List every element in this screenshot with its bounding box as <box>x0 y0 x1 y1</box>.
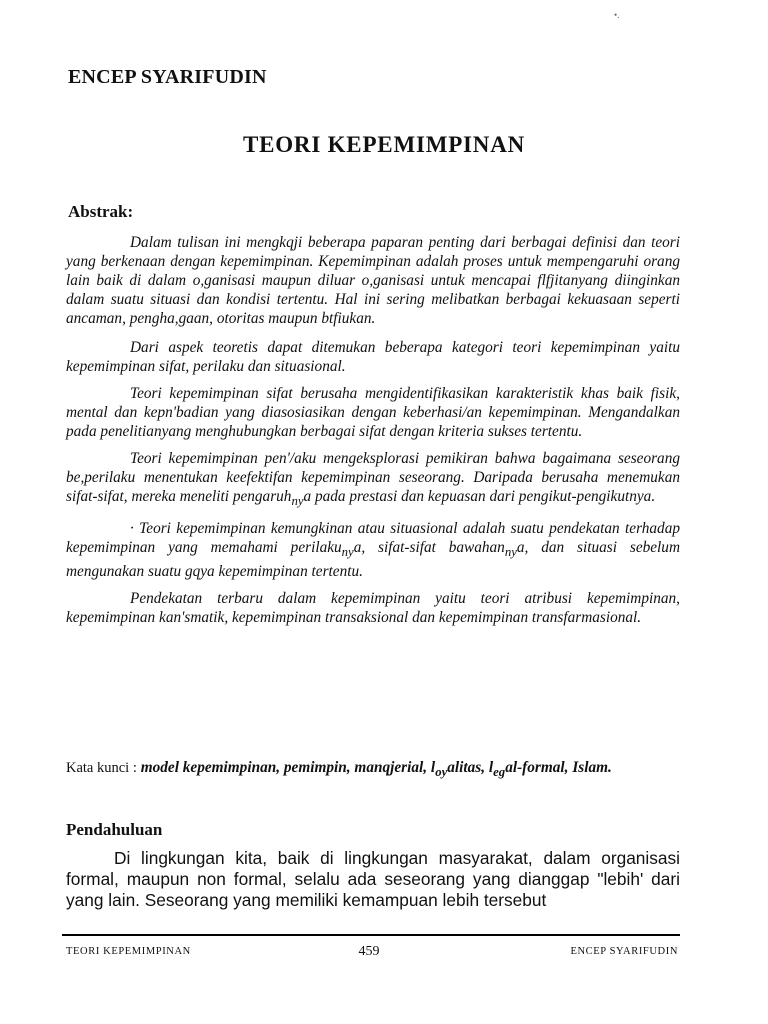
abstract-paragraph <box>66 519 680 581</box>
subscript: ny <box>291 494 304 509</box>
abstract-text: a <box>303 488 312 505</box>
footer-rule <box>62 934 680 936</box>
abstract-paragraph: Dalam tulisan ini mengkqji beberapa paparan penting dari berbagai definisi dan teori yang berkenaan dengan kepemimpinan. Kepemimpinan adalah proses untuk mempengaruhi orang lain baik di dalam o,ganisasi maupun diluar o,ganisasi untuk mencapai flfjitanyang diinginkan dalam suatu situasi dan kondisi tertentu. Hal ini sering melibatkan berbagai kekuasaan seperti ancaman, pengha,gaan, otoritas maupun btfiukan. <box>66 234 680 327</box>
section-heading: Pendahuluan <box>66 820 163 839</box>
abstract-text: Teori kepemimpinan pen'/aku mengeksplorasi pemikiran bahwa bagaimana seseorang be,perilaku menentukan keefektifan kepemimpinan seseorang. Daripada berusaha menemukan sifat-sifat, mereka meneliti pengaruh <box>66 450 680 505</box>
introduction-body <box>66 848 680 911</box>
scan-speck: •. <box>614 10 620 20</box>
keywords-text: al-formal, Islam. <box>505 759 612 776</box>
introduction-paragraph: Di lingkungan kita, baik di lingkungan masyarakat, dalam organisasi formal, maupun non formal, selalu ada seseorang yang dianggap "lebih' dari yang lain. Seseorang yang memiliki kemampuan lebih tersebut <box>66 848 680 910</box>
abstract-paragraph: Dari aspek teoretis dapat ditemukan beberapa kategori teori kepemimpinan yaitu kepemimpinan sifat, perilaku dan situasional. <box>66 339 680 375</box>
abstract-text: a <box>353 539 362 557</box>
subscript: eg <box>493 765 506 780</box>
abstract-paragraph: Teori kepemimpinan sifat berusaha mengidentifikasikan karakteristik khas baik fisik, mental dan kepn'badian yang diasosiasikan dengan keberhasi/an kepemimpinan. Mengandalkan pada penelitianyang menghubungkan berbagai sifat dengan kriteria sukses tertentu. <box>66 385 680 440</box>
paper-title: TEORI KEPEMIMPINAN <box>242 132 526 157</box>
keywords-list <box>140 759 612 780</box>
footer-running-title: TEORI KEPEMIMPINAN <box>66 946 191 957</box>
abstract-text: pada prestasi dan kepuasan dari pengikut-pengikutnya. <box>314 488 656 505</box>
keywords <box>66 758 680 782</box>
page-number: 459 <box>358 944 380 959</box>
keywords-text: alitas, l <box>447 759 494 776</box>
keywords-label: Kata kunci : <box>66 760 137 776</box>
abstract-heading: Abstrak: <box>68 202 134 221</box>
footer-author: ENCEP SYARIFUDIN <box>570 946 678 957</box>
keywords-text: model kepemimpinan, pemimpin, manqjerial, l <box>140 759 436 776</box>
subscript: ny <box>341 545 354 560</box>
subscript: ny <box>504 545 517 560</box>
abstract-text: a <box>516 539 525 557</box>
abstract-paragraph: Pendekatan terbaru dalam kepemimpinan yaitu teori atribusi kepemimpinan, kepemimpinan kan'smatik, kepemimpinan transaksional dan kepemimpinan transfarmasional. <box>66 590 680 627</box>
subscript: oy <box>435 765 448 780</box>
abstract-text: , dan situasi sebelum mengunakan suatu gqya kepemimpinan tertentu. <box>66 539 680 581</box>
author-name: ENCEP SYARIFUDIN <box>68 66 267 88</box>
abstract-text: , sifat-sifat bawahan <box>361 539 505 557</box>
abstract-text: · Teori kepemimpinan kemungkinan atau situasional adalah suatu pendekatan terhadap kepemimpinan yang memahami perilaku <box>66 520 680 557</box>
abstract-paragraph <box>66 449 680 511</box>
abstract-body <box>66 233 680 635</box>
